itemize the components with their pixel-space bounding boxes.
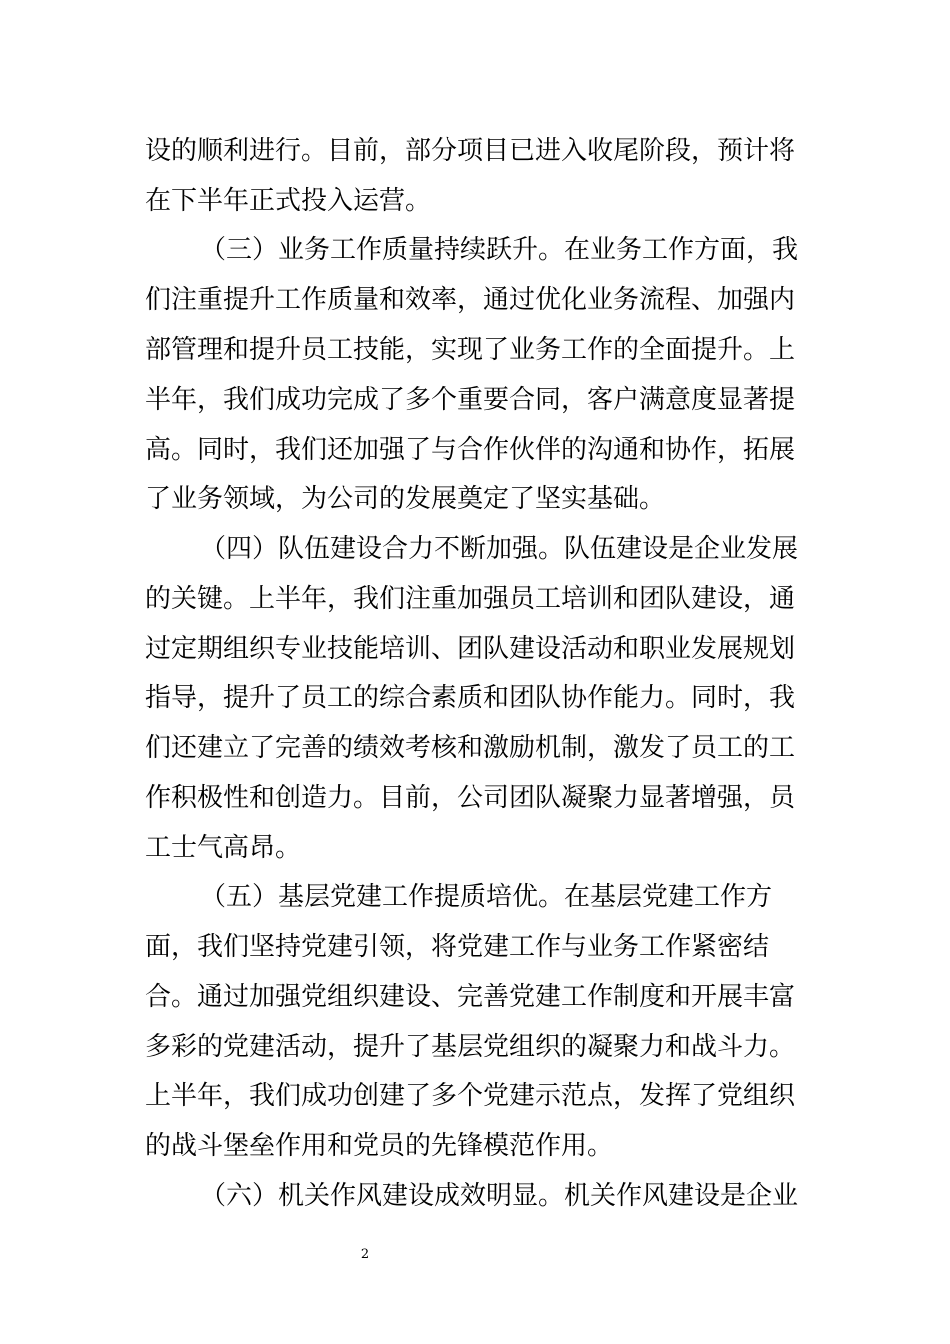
text-line: 们还建立了完善的绩效考核和激励机制，激发了员工的工 xyxy=(145,733,796,763)
text-line: 指导，提升了员工的综合素质和团队协作能力。同时，我 xyxy=(145,683,796,713)
text-line: 多彩的党建活动，提升了基层党组织的凝聚力和战斗力。 xyxy=(145,1032,796,1062)
text-line: 合。通过加强党组织建设、完善党建工作制度和开展丰富 xyxy=(145,982,796,1012)
text-line: 高。同时，我们还加强了与合作伙伴的沟通和协作，拓展 xyxy=(145,435,796,465)
text-line: 在下半年正式投入运营。 xyxy=(145,186,432,216)
paragraph-heading-line: （五）基层党建工作提质培优。在基层党建工作方 xyxy=(200,882,773,912)
text-line: 作积极性和创造力。目前，公司团队凝聚力显著增强，员 xyxy=(145,783,796,813)
paragraph-heading-line: （六）机关作风建设成效明显。机关作风建设是企业 xyxy=(200,1181,799,1211)
text-line: 的战斗堡垒作用和党员的先锋模范作用。 xyxy=(145,1131,614,1161)
text-line: 上半年，我们成功创建了多个党建示范点，发挥了党组织 xyxy=(145,1081,796,1111)
text-line: 过定期组织专业技能培训、团队建设活动和职业发展规划 xyxy=(145,634,796,664)
text-line: 面，我们坚持党建引领，将党建工作与业务工作紧密结 xyxy=(145,932,770,962)
text-line: 的关键。上半年，我们注重加强员工培训和团队建设，通 xyxy=(145,584,796,614)
text-line: 半年，我们成功完成了多个重要合同，客户满意度显著提 xyxy=(145,385,796,415)
page-number: 2 xyxy=(360,1247,370,1262)
text-line: 工士气高昂。 xyxy=(145,833,302,863)
text-line: 了业务领域，为公司的发展奠定了坚实基础。 xyxy=(145,484,666,514)
paragraph-heading-line: （三）业务工作质量持续跃升。在业务工作方面，我 xyxy=(200,235,799,265)
text-line: 设的顺利进行。目前，部分项目已进入收尾阶段，预计将 xyxy=(145,136,796,166)
paragraph-heading-line: （四）队伍建设合力不断加强。队伍建设是企业发展 xyxy=(200,534,799,564)
text-line: 们注重提升工作质量和效率，通过优化业务流程、加强内 xyxy=(145,285,796,315)
text-line: 部管理和提升员工技能，实现了业务工作的全面提升。上 xyxy=(145,335,796,365)
